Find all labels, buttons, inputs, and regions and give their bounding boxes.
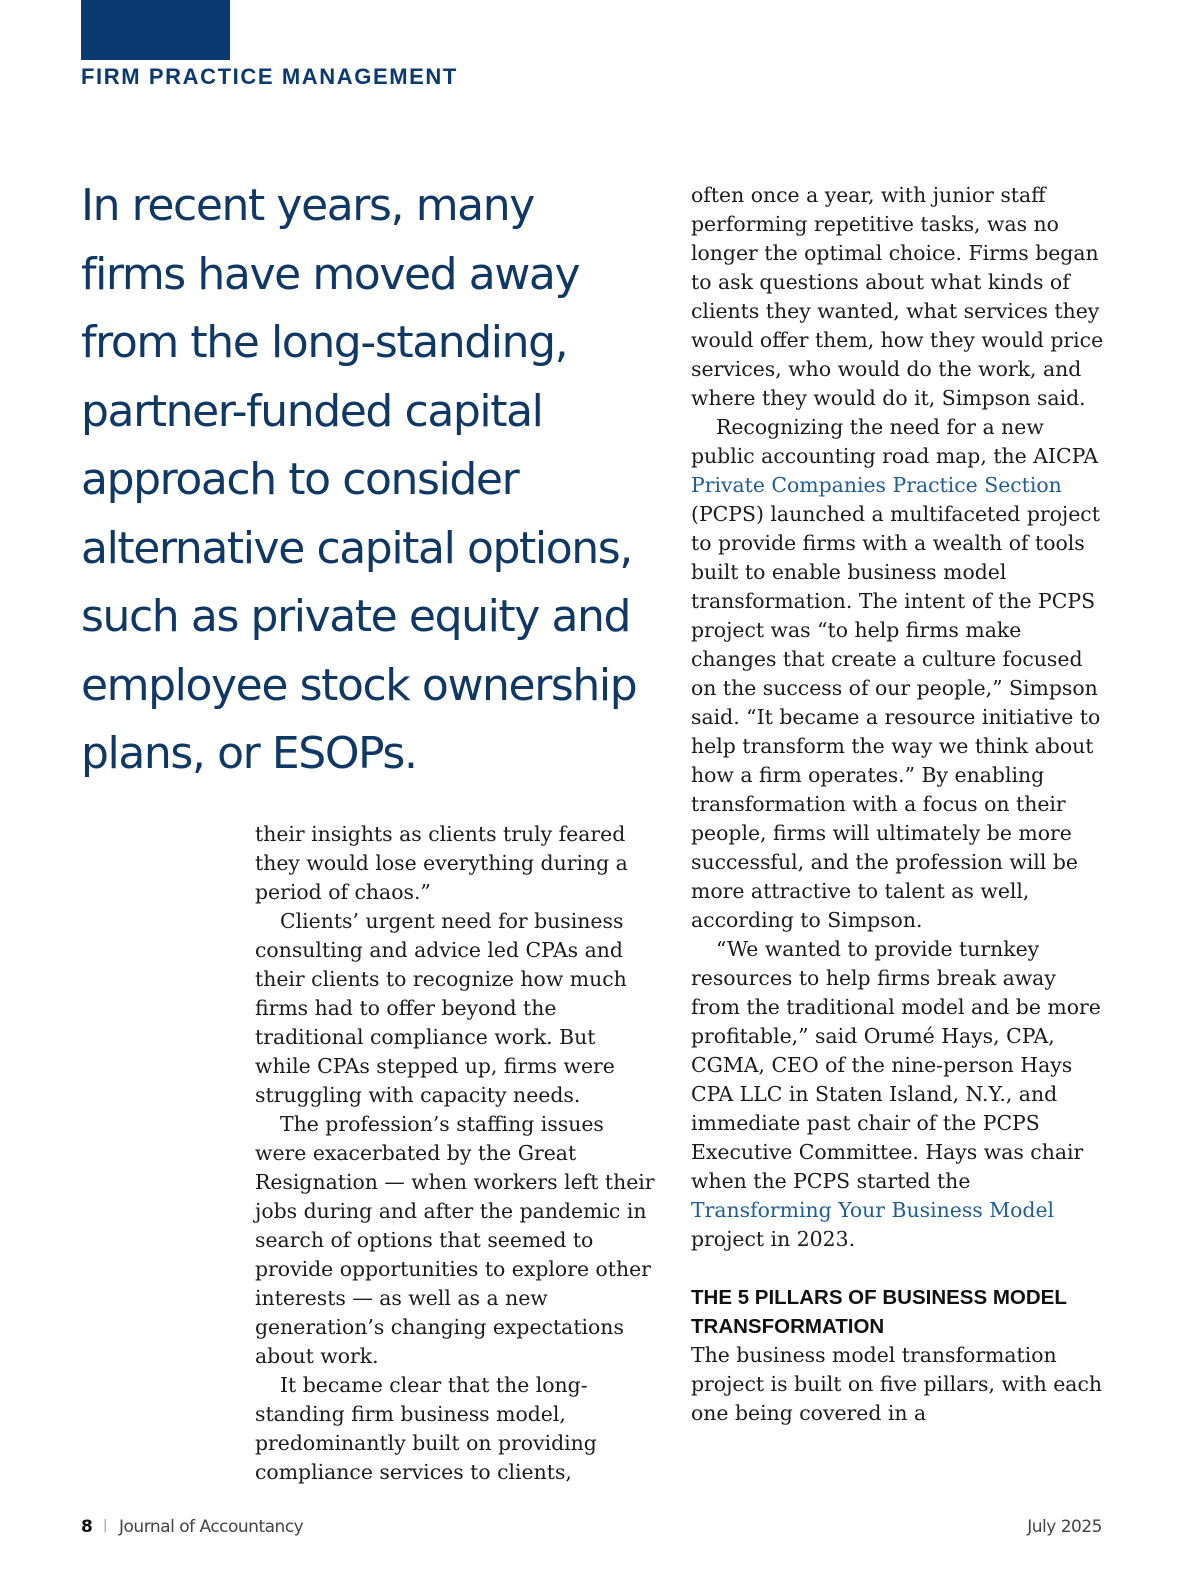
paragraph: often once a year, with junior staff performing repetitive tasks, was no longer the optimal choice. Firms began to ask questions about what kinds of clients they wanted, what services they would offer them, how they would price services, who would do the work, and where they would do it, Simpson said.: [691, 183, 1104, 410]
paragraph: The business model transformation project is built on five pillars, with each one being covered in a: [691, 1343, 1102, 1425]
paragraph: Clients’ urgent need for business consulting and advice led CPAs and their clients to recognize how much firms had to offer beyond the traditional compliance work. But while CPAs stepped up, firms were struggling with capacity needs.: [255, 909, 627, 1107]
footer-separator: |: [103, 1518, 108, 1533]
paragraph: The profession’s staffing issues were exacerbated by the Great Resignation — when workers left their jobs during and after the pandemic in search of options that seemed to provide opportunities to explore other interests — as well as a new generation’s changing expectations about work.: [255, 1112, 655, 1368]
issue-date: July 2025: [1027, 1517, 1102, 1537]
paragraph-text: (PCPS) launched a multifaceted project to provide firms with a wealth of tools built to enable business model transformation. The intent of the PCPS project was “to help firms make changes that create a culture focused on the success of our people,” Simpson said. “It became a resource initiative to help transform the way we think about how a firm operates.” By enabling transformation with a focus on their people, firms will ultimately be more successful, and the profession will be more attractive to talent as well, according to Simpson.: [691, 502, 1101, 932]
left-column: [255, 820, 655, 1487]
paragraph: [691, 935, 1111, 1254]
paragraph-text: project in 2023.: [691, 1227, 856, 1251]
section-label: FIRM PRACTICE MANAGEMENT: [81, 64, 458, 89]
link-transforming-your-business-model[interactable]: Transforming Your Business Model: [691, 1198, 1055, 1222]
paragraph: their insights as clients truly feared they would lose everything during a period of chaos.”: [255, 822, 628, 904]
pull-quote: In recent years, many firms have moved away from the long-standing, partner-funded capital approach to consider alternative capital options, such as private equity and employee stock ownership plans, or ESOPs.: [81, 180, 637, 779]
header-color-block: [81, 0, 230, 60]
subhead: THE 5 PILLARS OF BUSINESS MODEL TRANSFORMATION: [691, 1286, 1067, 1338]
link-private-companies-practice-section[interactable]: Private Companies Practice Section: [691, 473, 1062, 497]
paragraph-text: Recognizing the need for a new public accounting road map, the AICPA: [691, 415, 1099, 468]
journal-name: Journal of Accountancy: [119, 1517, 304, 1537]
paragraph: [691, 413, 1111, 935]
right-column: [691, 181, 1111, 1428]
paragraph-text: “We wanted to provide turnkey resources to help firms break away from the traditional model and be more profitable,” said Orumé Hays, CPA, CGMA, CEO of the nine-person Hays CPA LLC in Staten Island, N.Y., and immediate past chair of the PCPS Executive Committee. Hays was chair when the PCPS started the: [691, 937, 1101, 1193]
paragraph: It became clear that the long-standing firm business model, predominantly built on providing compliance services to clients,: [255, 1373, 597, 1484]
page-number: 8: [81, 1517, 93, 1537]
page-footer: [81, 1517, 1102, 1543]
